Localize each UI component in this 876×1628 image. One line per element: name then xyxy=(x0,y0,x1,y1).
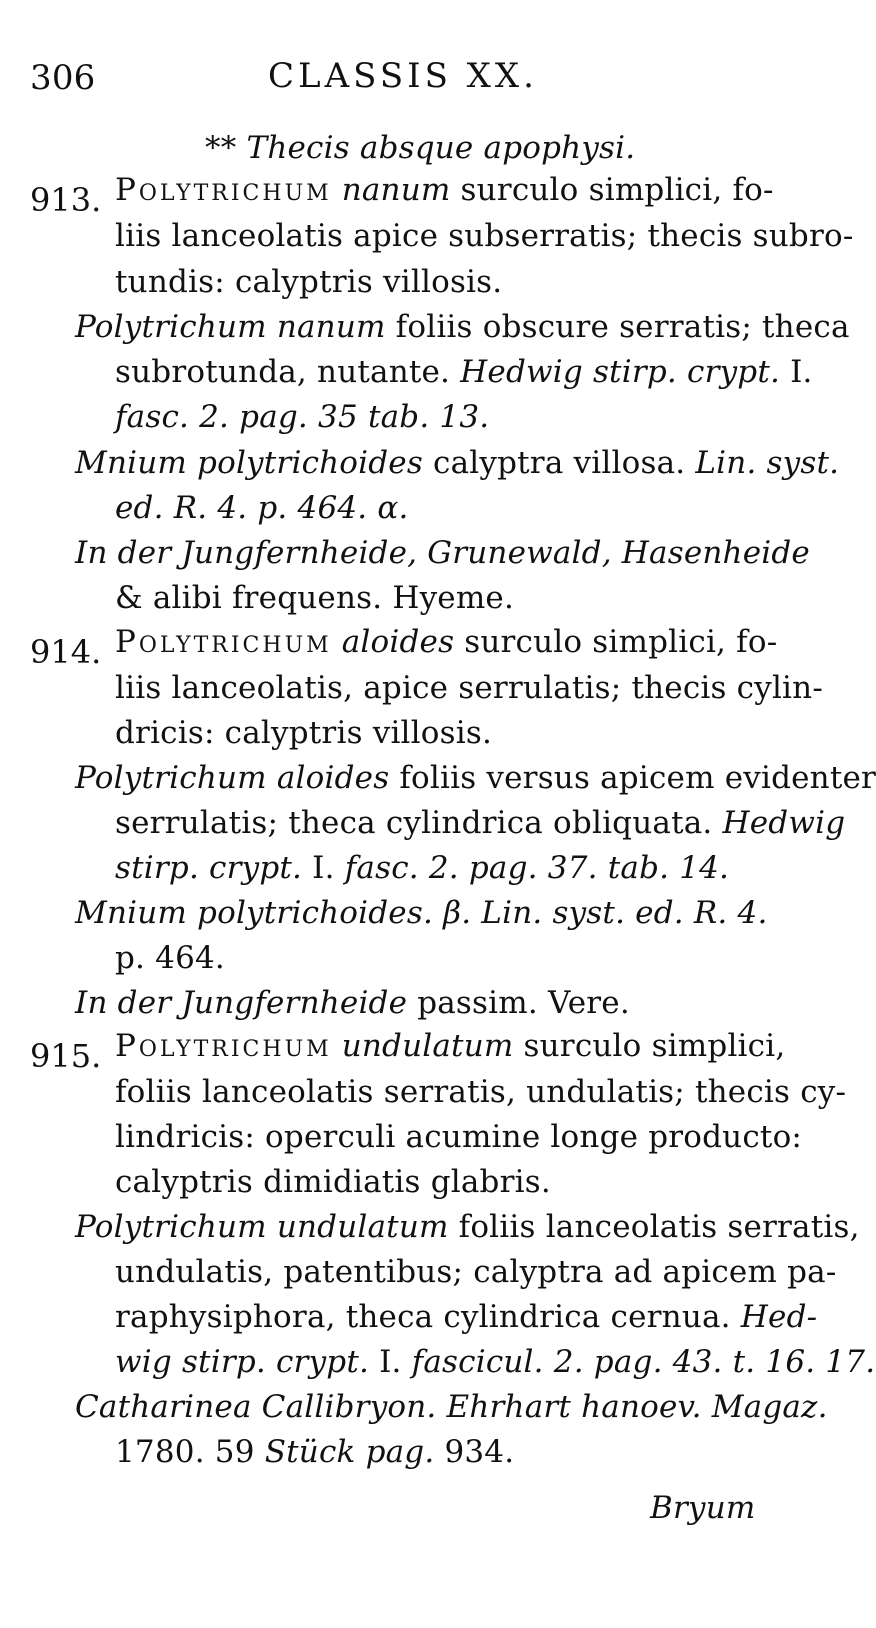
citation-volume: I. xyxy=(369,1344,402,1380)
citation: fasc. 2. pag. 35 tab. 13. xyxy=(115,399,490,435)
synonym-line xyxy=(115,352,813,392)
synonym-line xyxy=(115,1297,817,1337)
entry-line: tundis: calyptris villosis. xyxy=(115,264,503,300)
citation xyxy=(115,1432,514,1472)
citation-title: wig stirp. crypt. xyxy=(115,1344,370,1380)
synonym-line xyxy=(115,803,845,843)
synonym-text: foliis obscure serratis; theca xyxy=(385,309,850,345)
synonym-name: Polytrichum nanum xyxy=(75,309,386,345)
entry-line xyxy=(115,622,777,662)
entry-line xyxy=(115,1026,785,1066)
citation-title: stirp. crypt. xyxy=(115,850,303,886)
synonym-text: raphysiphora, theca cylindrica cernua. xyxy=(115,1299,731,1335)
entry-line: dricis: calyptris villosis. xyxy=(115,715,493,751)
synonym-line xyxy=(75,443,839,483)
citation-volume: I. xyxy=(780,354,813,390)
entry-line: lindricis: operculi acumine longe producto: xyxy=(115,1119,803,1155)
synonym-text: foliis versus apicem evidenter xyxy=(389,760,876,796)
entry-line: calyptris dimidiatis glabris. xyxy=(115,1164,551,1200)
synonym-name: Mnium polytrichoides xyxy=(75,445,423,481)
entry-line: liis lanceolatis, apice serrulatis; thecis cylin- xyxy=(115,670,824,706)
citation: ed. R. 4. p. 464. α. xyxy=(115,490,409,526)
citation-pages: 934. xyxy=(434,1434,515,1470)
synonym-line: undulatis, patentibus; calyptra ad apicem pa- xyxy=(115,1254,837,1290)
genus-name: Polytrichum xyxy=(115,1028,332,1064)
synonym-line: Mnium polytrichoides. β. Lin. syst. ed. R. 4. xyxy=(75,895,768,931)
section-heading: ** Thecis absque apophysi. xyxy=(205,130,636,166)
citation-title: Stück pag. xyxy=(254,1434,435,1470)
synonym-line xyxy=(75,307,850,347)
entry-number: 915. xyxy=(30,1037,102,1075)
locality-line xyxy=(75,983,630,1023)
synonym-line xyxy=(75,758,876,798)
entry-number: 913. xyxy=(30,181,102,219)
citation: Hedwig stirp. crypt. xyxy=(450,354,781,390)
citation: p. 464. xyxy=(115,940,225,976)
citation-year: 1780. 59 xyxy=(115,1434,255,1470)
synonym-text: serrulatis; theca cylindrica obliquata. xyxy=(115,805,713,841)
entry-line: liis lanceolatis apice subserratis; thecis subro- xyxy=(115,218,854,254)
diagnosis-text: surculo simplici, fo- xyxy=(450,172,774,208)
synonym-name: Polytrichum undulatum xyxy=(75,1209,449,1245)
citation-volume: I. xyxy=(302,850,335,886)
entry-line xyxy=(115,170,774,210)
species-name: nanum xyxy=(341,172,451,208)
synonym-text: calyptra villosa. xyxy=(422,445,686,481)
citation xyxy=(115,848,729,888)
citation xyxy=(115,1342,875,1382)
genus-name: Polytrichum xyxy=(115,624,332,660)
citation-pages: fasc. 2. pag. 37. tab. 14. xyxy=(334,850,730,886)
diagnosis-text: surculo simplici, xyxy=(513,1028,786,1064)
locality-name: In der Jungfernheide xyxy=(75,985,408,1021)
locality-line: In der Jungfernheide, Grunewald, Hasenheide xyxy=(75,535,810,571)
genus-name: Polytrichum xyxy=(115,172,332,208)
locality-line: & alibi frequens. Hyeme. xyxy=(115,580,515,616)
running-title: CLASSIS XX. xyxy=(268,56,538,96)
synonym-line: Catharinea Callibryon. Ehrhart hanoev. Magaz. xyxy=(75,1389,828,1425)
entry-number: 914. xyxy=(30,633,102,671)
species-name: undulatum xyxy=(341,1028,514,1064)
citation: Lin. syst. xyxy=(685,445,840,481)
synonym-text: foliis lanceolatis serratis, xyxy=(448,1209,860,1245)
citation: Hed- xyxy=(730,1299,818,1335)
diagnosis-text: surculo simplici, fo- xyxy=(454,624,778,660)
page-number: 306 xyxy=(30,58,96,98)
locality-text: passim. Vere. xyxy=(407,985,630,1021)
synonym-line xyxy=(75,1207,860,1247)
citation-pages: fascicul. 2. pag. 43. t. 16. 17. xyxy=(401,1344,876,1380)
citation: Hedwig xyxy=(712,805,846,841)
entry-line: foliis lanceolatis serratis, undulatis; thecis cy- xyxy=(115,1074,847,1110)
species-name: aloides xyxy=(341,624,455,660)
synonym-text: subrotunda, nutante. xyxy=(115,354,451,390)
synonym-name: Polytrichum aloides xyxy=(75,760,390,796)
catchword: Bryum xyxy=(650,1490,756,1526)
